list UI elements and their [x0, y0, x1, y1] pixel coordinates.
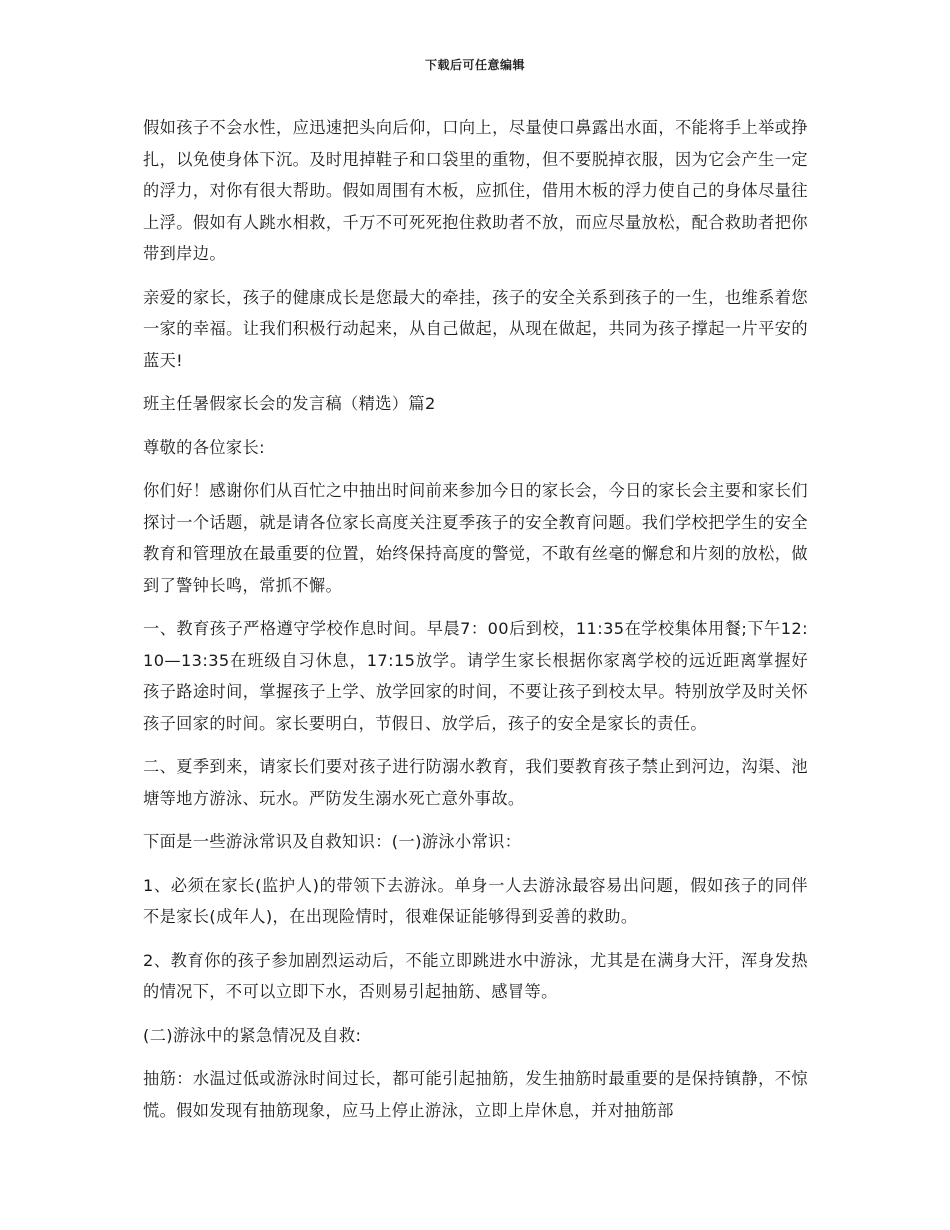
section-title: 班主任暑假家长会的发言稿（精选）篇2	[143, 394, 436, 413]
paragraph-greeting: 你们好！感谢你们从百忙之中抽出时间前来参加今日的家长会，今日的家长会主要和家长们探讨一个话题，就是请各位家长高度关注夏季孩子的安全教育问题。我们学校把学生的安全教育和管理放在最重要的位置，始终保持高度的警觉，不敢有丝毫的懈怠和片刻的放松，做到了警钟长鸣，常抓不懈。	[143, 481, 808, 595]
paragraph-parents-appeal: 亲爱的家长，孩子的健康成长是您最大的牵挂，孩子的安全关系到孩子的一生，也维系着您一家的幸福。让我们积极行动起来，从自己做起，从现在做起，共同为孩子撑起一片平安的蓝天!	[143, 287, 808, 370]
page-header: 下载后可任意编辑	[424, 58, 525, 72]
salutation: 尊敬的各位家长:	[143, 437, 265, 457]
subsection-title-emergency: (二)游泳中的紧急情况及自救:	[143, 1025, 362, 1045]
paragraph-point-1-schedule: 一、教育孩子严格遵守学校作息时间。早晨7：00后到校，11:35在学校集体用餐;下午12:10—13:35在班级自习休息，17:15放学。请学生家长根据你家离学校的远近距离掌握好孩子路途时间，掌握孩子上学、放学回家的时间，不要让孩子到校太早。特别放学及时关怀孩子回家的时间。家长要明白，节假日、放学后，孩子的安全是家长的责任。	[143, 619, 808, 733]
paragraph-swim-tip-2: 2、教育你的孩子参加剧烈运动后，不能立即跳进水中游泳，尤其是在满身大汗，浑身发热的情况下，不可以立即下水，否则易引起抽筋、感冒等。	[143, 950, 808, 1001]
paragraph-point-2-drowning: 二、夏季到来，请家长们要对孩子进行防溺水教育，我们要教育孩子禁止到河边，沟渠、池塘等地方游泳、玩水。严防发生溺水死亡意外事故。	[143, 757, 808, 808]
paragraph-swim-knowledge-intro: 下面是一些游泳常识及自救知识：(一)游泳小常识：	[143, 832, 522, 851]
paragraph-drowning-self-rescue: 假如孩子不会水性，应迅速把头向后仰，口向上，尽量使口鼻露出水面，不能将手上举或挣扎，以免使身体下沉。及时甩掉鞋子和口袋里的重物，但不要脱掉衣服，因为它会产生一定的浮力，对你有很大帮助。假如周围有木板，应抓住，借用木板的浮力使自己的身体尽量往上浮。假如有人跳水相救，千万不可死死抱住救助者不放，而应尽量放松，配合救助者把你带到岸边。	[143, 118, 808, 263]
document-body	[143, 112, 808, 1138]
paragraph-swim-tip-1: 1、必须在家长(监护人)的带领下去游泳。单身一人去游泳最容易出问题，假如孩子的同伴不是家长(成年人)，在出现险情时，很难保证能够得到妥善的救助。	[143, 875, 808, 926]
paragraph-cramp: 抽筋：水温过低或游泳时间过长，都可能引起抽筋，发生抽筋时最重要的是保持镇静，不惊慌。假如发现有抽筋现象，应马上停止游泳，立即上岸休息，并对抽筋部	[143, 1069, 808, 1120]
